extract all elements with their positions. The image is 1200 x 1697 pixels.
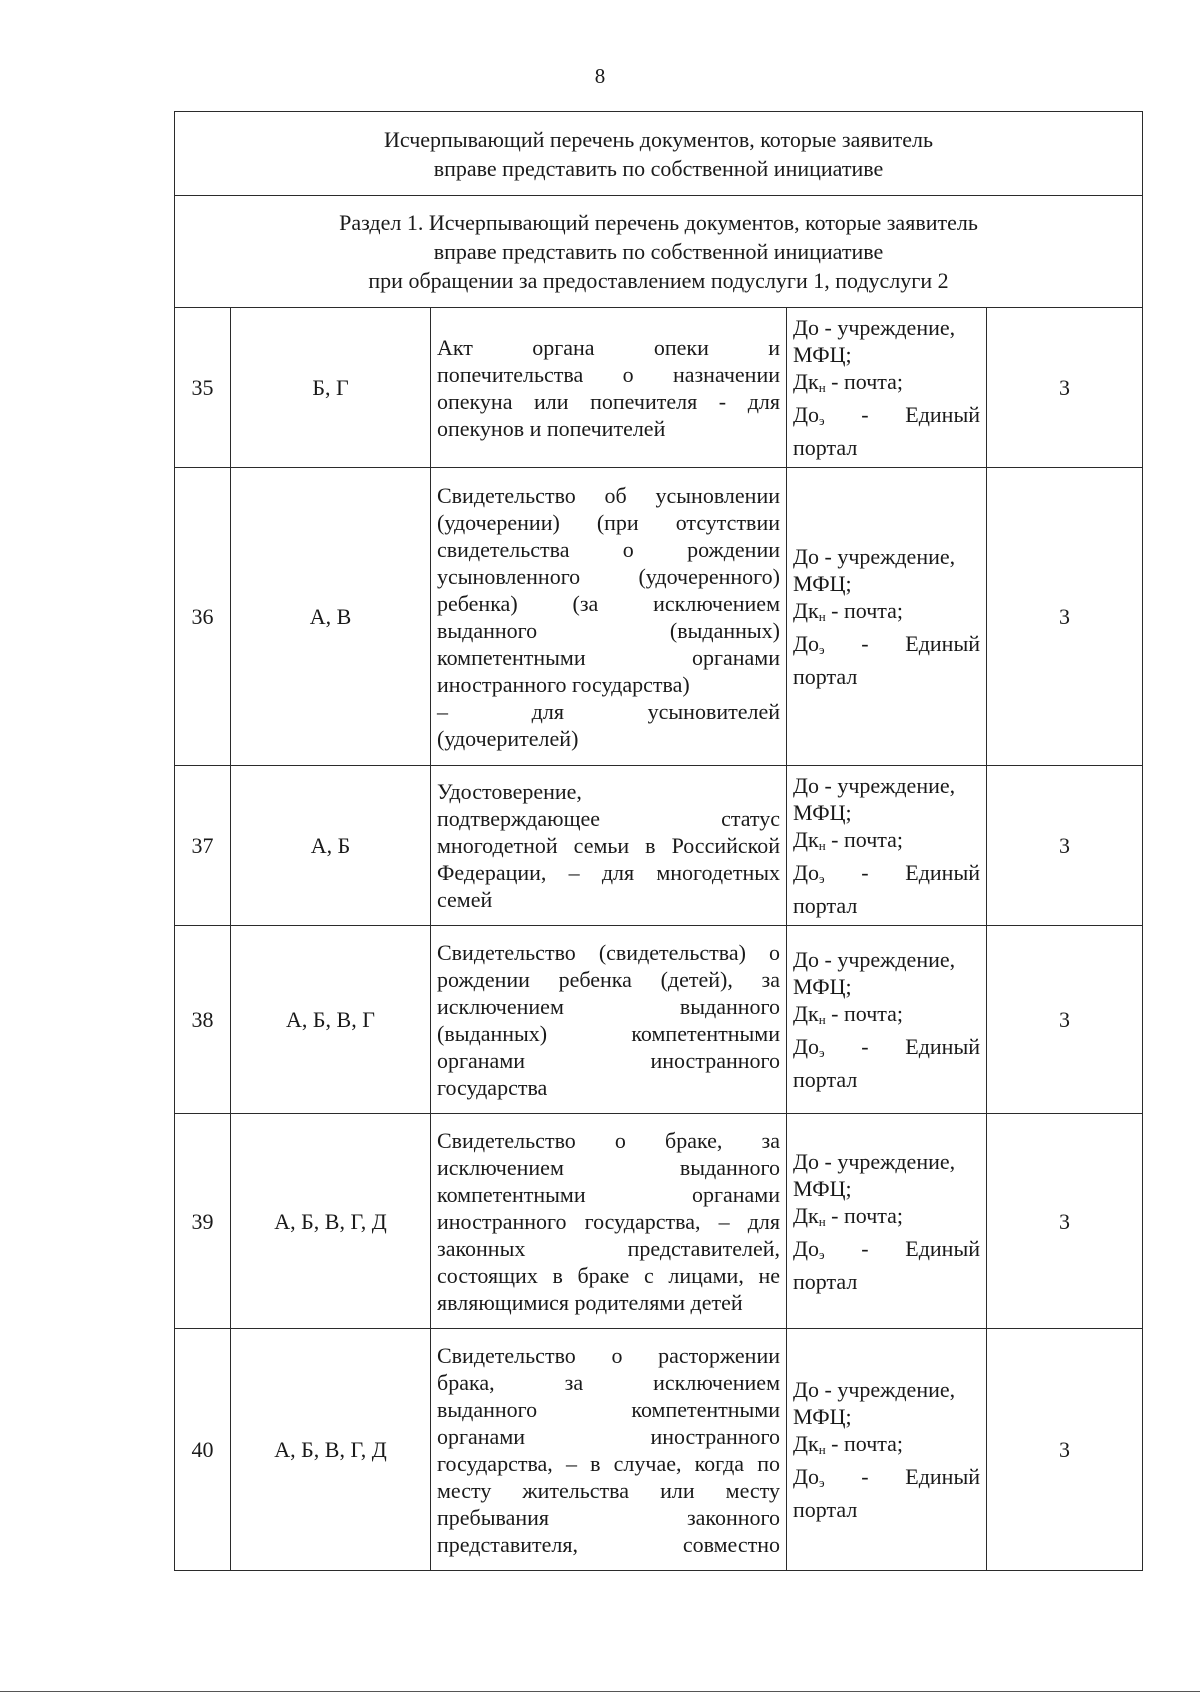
section-row [175, 196, 1143, 308]
document-line: иностранного государства) [437, 671, 690, 697]
result-code: 3 [987, 926, 1143, 1114]
method-line: портал [793, 664, 858, 689]
document-line: компетентными органами [437, 1181, 780, 1207]
method-line: МФЦ; [793, 571, 852, 596]
document-line: компетентными органами [437, 644, 780, 670]
result-code: 3 [987, 468, 1143, 766]
method-line: МФЦ; [793, 342, 852, 367]
section-line: Раздел 1. Исчерпывающий перечень документов, которые заявитель [339, 210, 978, 235]
document-line: выданного (выданных) [437, 617, 780, 643]
method-line: $До_э$ - Единый [793, 1034, 980, 1060]
method-line: МФЦ; [793, 800, 852, 825]
row-number: 39 [175, 1114, 231, 1329]
method-line: МФЦ; [793, 974, 852, 999]
document-line: законных представителей, [437, 1235, 780, 1261]
applicant-categories: А, Б, В, Г [231, 926, 431, 1114]
document-line: Удостоверение, [437, 779, 582, 804]
result-code: 3 [987, 1114, 1143, 1329]
document-line: органами иностранного [437, 1047, 780, 1073]
method-line: портал [793, 1067, 858, 1092]
table-row [175, 766, 1143, 926]
method-line: $Дк_н$ - почта; [793, 598, 904, 624]
document-line: опекуна или попечителя - для [437, 388, 780, 414]
document-line: представителя, совместно [437, 1531, 780, 1557]
method-line: До - учреждение, [793, 773, 956, 798]
row-number: 35 [175, 308, 231, 468]
document-line: ребенка) (за исключением [437, 590, 780, 616]
method-line: МФЦ; [793, 1175, 852, 1201]
document-line: Федерации, – для многодетных [437, 860, 780, 885]
submission-methods [787, 1329, 987, 1571]
document-line: состоящих в браке с лицами, не [437, 1262, 780, 1288]
document-line: опекунов и попечителей [437, 415, 666, 441]
row-number: 38 [175, 926, 231, 1114]
submission-methods [787, 308, 987, 468]
document-line: исключением выданного [437, 993, 780, 1019]
method-line: До - учреждение, [793, 1377, 956, 1402]
method-line: До - учреждение, [793, 315, 956, 340]
table-row [175, 1329, 1143, 1571]
applicant-categories: А, В [231, 468, 431, 766]
method-line: $Дк_н$ - почта; [793, 1431, 904, 1457]
submission-methods [787, 766, 987, 926]
document-line: попечительства о назначении [437, 361, 780, 387]
header-line: вправе представить по собственной инициативе [433, 155, 884, 181]
method-line: портал [793, 1268, 858, 1294]
document-line: (удочерителей) [437, 725, 579, 751]
result-code: 3 [987, 1329, 1143, 1571]
document-line: исключением выданного [437, 1154, 780, 1180]
document-line: Свидетельство (свидетельства) о [437, 939, 780, 965]
method-line: $До_э$ - Единый [793, 1464, 980, 1490]
document-line: Свидетельство об усыновлении [437, 482, 780, 508]
method-line: $До_э$ - Единый [793, 1235, 980, 1262]
document-line: Свидетельство о расторжении [437, 1342, 780, 1368]
document-line: месту жительства или месту [437, 1477, 780, 1503]
document-line: подтверждающее статус [437, 806, 780, 831]
document-line: выданного компетентными [437, 1396, 780, 1422]
section-line: вправе представить по собственной инициативе [433, 239, 884, 264]
row-number: 37 [175, 766, 231, 926]
row-number: 36 [175, 468, 231, 766]
applicant-categories: А, Б [231, 766, 431, 926]
page-number: 8 [594, 64, 606, 88]
applicant-categories: Б, Г [231, 308, 431, 468]
applicant-categories: А, Б, В, Г, Д [231, 1329, 431, 1571]
table-row [175, 1114, 1143, 1329]
document-line: являющимися родителями детей [437, 1289, 743, 1315]
page-bottom-rule [0, 1691, 1200, 1692]
document-description [431, 468, 787, 766]
document-line: усыновленного (удочеренного) [437, 563, 780, 589]
document-line: Свидетельство о браке, за [437, 1127, 780, 1153]
document-line: государства [437, 1074, 548, 1100]
document-line: иностранного государства, – для [437, 1208, 780, 1234]
documents-table [174, 111, 1143, 1571]
method-line: $До_э$ - Единый [793, 631, 980, 657]
header-line: Исчерпывающий перечень документов, которые заявитель [384, 126, 934, 152]
document-line: свидетельства о рождении [437, 536, 780, 562]
method-line: портал [793, 893, 858, 918]
document-line: Акт органа опеки и [437, 334, 780, 360]
document-line: – для усыновителей [437, 698, 780, 724]
document-description [431, 766, 787, 926]
document-description [431, 308, 787, 468]
document-description [431, 1114, 787, 1329]
document-line: органами иностранного [437, 1423, 780, 1449]
table-header-row [175, 112, 1143, 196]
method-line: портал [793, 1497, 858, 1522]
result-code: 3 [987, 308, 1143, 468]
document-line: (удочерении) (при отсутствии [437, 509, 780, 535]
table-row [175, 468, 1143, 766]
method-line: До - учреждение, [793, 1148, 956, 1174]
table-row [175, 308, 1143, 468]
table-row [175, 926, 1143, 1114]
document-line: брака, за исключением [437, 1369, 780, 1395]
method-line: До - учреждение, [793, 947, 956, 972]
document-line: пребывания законного [437, 1504, 780, 1530]
submission-methods [787, 468, 987, 766]
applicant-categories: А, Б, В, Г, Д [231, 1114, 431, 1329]
method-line: $Дк_н$ - почта; [793, 369, 904, 395]
method-line: $До_э$ - Единый [793, 402, 980, 428]
submission-methods [787, 926, 987, 1114]
document-line: рождении ребенка (детей), за [437, 966, 780, 992]
submission-methods [787, 1114, 987, 1329]
document-line: государства, – в случае, когда по [437, 1450, 780, 1476]
table-header [175, 112, 1143, 196]
document-line: (выданных) компетентными [437, 1020, 780, 1046]
row-number: 40 [175, 1329, 231, 1571]
document-line: семей [437, 887, 493, 912]
method-line: МФЦ; [793, 1404, 852, 1429]
section-title [175, 196, 1143, 308]
method-line: $До_э$ - Единый [793, 860, 980, 886]
method-line: $Дк_н$ - почта; [793, 1001, 904, 1027]
method-line: портал [793, 435, 858, 460]
document-description [431, 926, 787, 1114]
method-line: $Дк_н$ - почта; [793, 1202, 904, 1229]
result-code: 3 [987, 766, 1143, 926]
document-line: многодетной семьи в Российской [437, 833, 780, 858]
document-description [431, 1329, 787, 1571]
method-line: До - учреждение, [793, 544, 956, 569]
method-line: $Дк_н$ - почта; [793, 827, 904, 853]
section-line: при обращении за предоставлением подуслуги 1, подуслуги 2 [368, 268, 949, 293]
